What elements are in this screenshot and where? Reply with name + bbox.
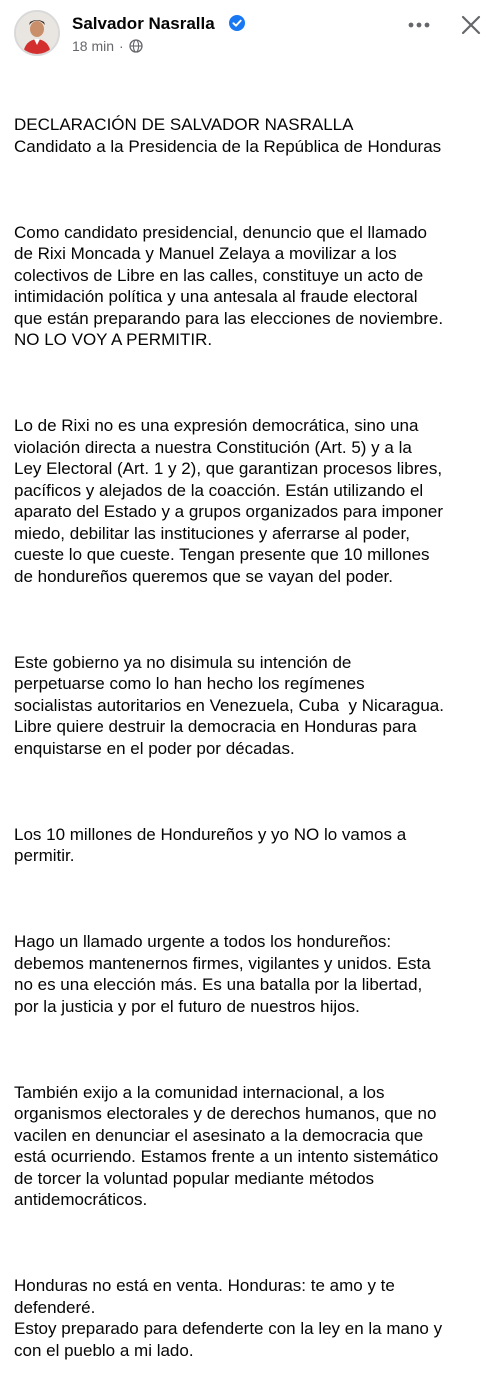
post-paragraph: Este gobierno ya no disimula su intención de perpetuarse como lo han hecho los regímenes socialistas autoritarios en Venezuela, Cuba y Nicaragua. Libre quiere destruir la democracia en Honduras para enquistarse en el poder por décadas.	[14, 652, 444, 758]
close-icon	[461, 15, 481, 35]
post-paragraph: Honduras no está en venta. Honduras: te amo y te defenderé. Estoy preparado para defenderte con la ley en la mano y con el pueblo a mi lado.	[14, 1276, 443, 1360]
post-paragraph: También exijo a la comunidad internacional, a los organismos electorales y de derechos humanos, que no vacilen en denunciar el asesinato a la democracia que está ocurriendo. Estamos frente a un intento sistemático de torcer la voluntad popular mediante métodos antidemocráticos.	[14, 1082, 439, 1209]
avatar[interactable]	[14, 10, 60, 56]
more-options-icon	[408, 22, 430, 28]
post-timestamp[interactable]: 18 min	[72, 38, 115, 54]
post-meta	[72, 38, 143, 54]
post-paragraph-heading: DECLARACIÓN DE SALVADOR NASRALLA Candidato a la Presidencia de la República de Honduras	[14, 115, 442, 156]
author-name[interactable]: Salvador Nasralla	[72, 14, 215, 33]
post-paragraph: Como candidato presidencial, denuncio que el llamado de Rixi Moncada y Manuel Zelaya a movilizar a los colectivos de Libre en las calles, constituye un acto de intimidación política y una antesala al fraude electoral que están preparando para las elecciones de noviembre. NO LO VOY A PERMITIR.	[14, 222, 444, 349]
post-header	[0, 0, 499, 66]
meta-separator: ·	[119, 38, 124, 54]
post-body	[14, 71, 494, 1383]
globe-icon[interactable]	[129, 39, 143, 53]
close-button[interactable]	[456, 10, 486, 40]
verified-badge-icon	[229, 15, 245, 31]
post-paragraph: Los 10 millones de Hondureños y yo NO lo vamos a permitir.	[14, 824, 407, 865]
more-options-button[interactable]	[404, 14, 434, 36]
avatar-portrait	[16, 12, 58, 54]
post-paragraph: Lo de Rixi no es una expresión democrática, sino una violación directa a nuestra Constitución (Art. 5) y a la Ley Electoral (Art. 1 y 2), que garantizan procesos libres, pacíficos y alejados de la coacción. Están utilizando el aparato del Estado y a grupos organizados para imponer miedo, debilitar las instituciones y aferrarse al poder, cueste lo que cueste. Tengan presente que 10 millones de hondureños queremos que se vayan del poder.	[14, 416, 444, 586]
post-paragraph: Hago un llamado urgente a todos los hondureños: debemos mantenernos firmes, vigilantes y unidos. Esta no es una elección más. Es una batalla por la libertad, por la justicia y por el futuro de nuestros hijos.	[14, 932, 431, 1016]
